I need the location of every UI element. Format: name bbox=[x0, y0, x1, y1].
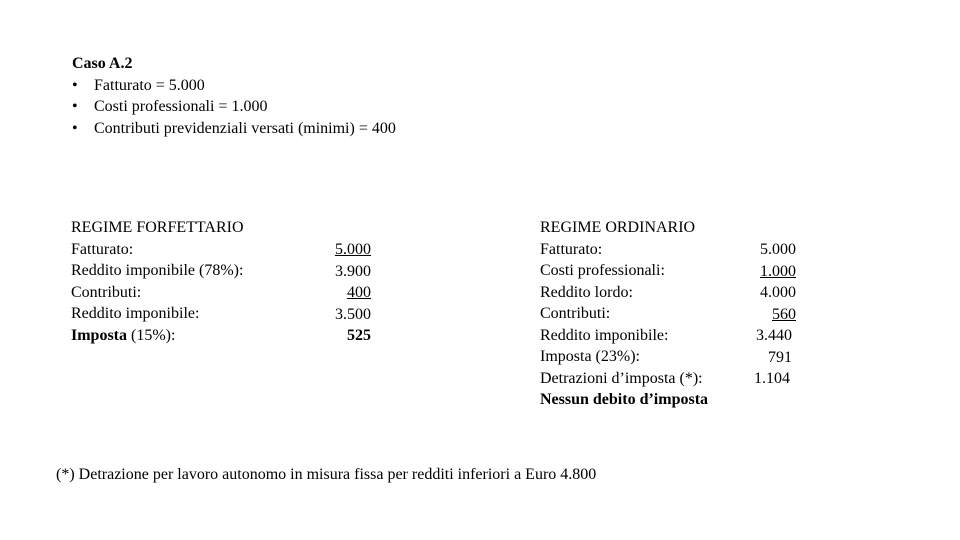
ordinario-labels bbox=[540, 217, 708, 411]
ordinario-value: 791 bbox=[768, 348, 792, 366]
forfettario-values bbox=[325, 239, 371, 347]
forfettario-label: Reddito imponibile: bbox=[71, 305, 200, 322]
forfettario-label: Fatturato: bbox=[71, 240, 134, 258]
ordinario-label: Fatturato: bbox=[540, 240, 603, 258]
ordinario-value: 1.104 bbox=[754, 370, 790, 387]
ordinario-value: 4.000 bbox=[760, 284, 796, 301]
ordinario-label: Detrazioni d’imposta (*): bbox=[540, 369, 703, 387]
ordinario-value: 560 bbox=[772, 305, 796, 323]
bullet-text: Costi professionali = 1.000 bbox=[94, 98, 268, 115]
ordinario-label: Reddito imponibile: bbox=[540, 326, 669, 344]
case-title: Caso A.2 bbox=[72, 55, 133, 72]
imposta-bold-label: Imposta bbox=[71, 326, 128, 344]
forfettario-label: Reddito imponibile (78%): bbox=[71, 262, 244, 279]
ordinario-value: 1.000 bbox=[760, 262, 796, 280]
ordinario-value: 3.440 bbox=[756, 327, 792, 344]
case-header bbox=[72, 53, 396, 139]
footnote: (*) Detrazione per lavoro autonomo in misura fissa per redditi inferiori a Euro 4.800 bbox=[56, 466, 597, 483]
forfettario-value: 5.000 bbox=[335, 241, 371, 258]
ordinario-value: 5.000 bbox=[760, 241, 796, 258]
ordinario-title: REGIME ORDINARIO bbox=[540, 219, 696, 236]
bullet-text: Fatturato = 5.000 bbox=[94, 76, 205, 94]
bullet-item bbox=[72, 75, 396, 97]
ordinario-label: Imposta (23%): bbox=[540, 348, 640, 365]
forfettario-value: 3.900 bbox=[335, 262, 371, 280]
ordinario-label: Costi professionali: bbox=[540, 262, 665, 279]
bullet-icon: • bbox=[72, 98, 78, 115]
bullet-item bbox=[72, 96, 396, 118]
forfettario-value: 400 bbox=[347, 284, 371, 301]
forfettario-value: 3.500 bbox=[335, 305, 371, 323]
forfettario-labels bbox=[71, 217, 244, 346]
forfettario-value-imposta: 525 bbox=[347, 327, 371, 344]
bullet-icon: • bbox=[72, 119, 78, 137]
imposta-rate-label: (15%): bbox=[127, 326, 176, 344]
ordinario-final-label: Nessun debito d’imposta bbox=[540, 391, 709, 408]
ordinario-values bbox=[746, 239, 796, 390]
bullet-item bbox=[72, 118, 396, 140]
bullet-icon: • bbox=[72, 76, 78, 94]
forfettario-label-imposta bbox=[71, 325, 244, 347]
ordinario-label: Reddito lordo: bbox=[540, 283, 633, 301]
bullet-text: Contributi previdenziali versati (minimi) = 400 bbox=[94, 119, 396, 137]
ordinario-label: Contributi: bbox=[540, 305, 611, 322]
forfettario-title: REGIME FORFETTARIO bbox=[71, 219, 244, 236]
forfettario-label: Contributi: bbox=[71, 283, 142, 301]
